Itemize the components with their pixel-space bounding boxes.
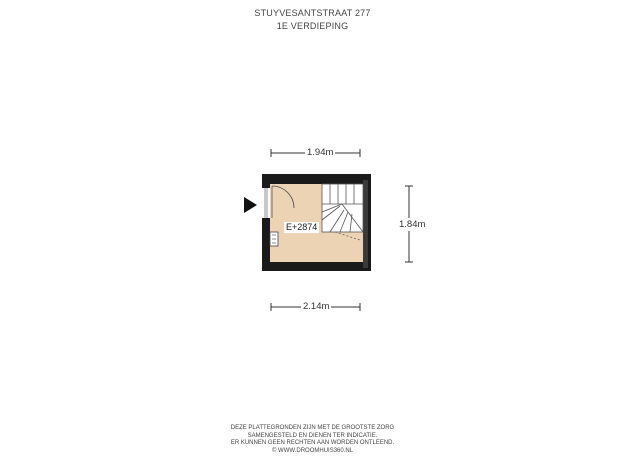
window bbox=[262, 188, 270, 218]
right-height-label: 1.84m bbox=[399, 219, 426, 230]
disclaimer-line-1: DEZE PLATTEGRONDEN ZIJN MET DE GROOTSTE ZORG bbox=[230, 425, 395, 431]
staircase bbox=[322, 184, 363, 240]
disclaimer-line-2: SAMENGESTELD EN DIENEN TER INDICATIE. bbox=[247, 432, 378, 439]
radiator bbox=[270, 232, 278, 246]
entrance-arrow-icon bbox=[244, 197, 257, 213]
top-width-label: 1.94m bbox=[307, 147, 334, 158]
disclaimer bbox=[0, 425, 625, 455]
website-credit: © WWW.DROOMHUIS360.NL bbox=[271, 447, 354, 454]
disclaimer-line-3: ER KUNNEN GEEN RECHTEN AAN WORDEN ONTLEEND. bbox=[230, 440, 395, 447]
room-code-label: E+2874 bbox=[286, 222, 318, 232]
bottom-width-label: 2.14m bbox=[303, 301, 330, 312]
floor-title: 1E VERDIEPING bbox=[276, 21, 349, 31]
address-title: STUYVESANTSTRAAT 277 bbox=[254, 8, 371, 18]
